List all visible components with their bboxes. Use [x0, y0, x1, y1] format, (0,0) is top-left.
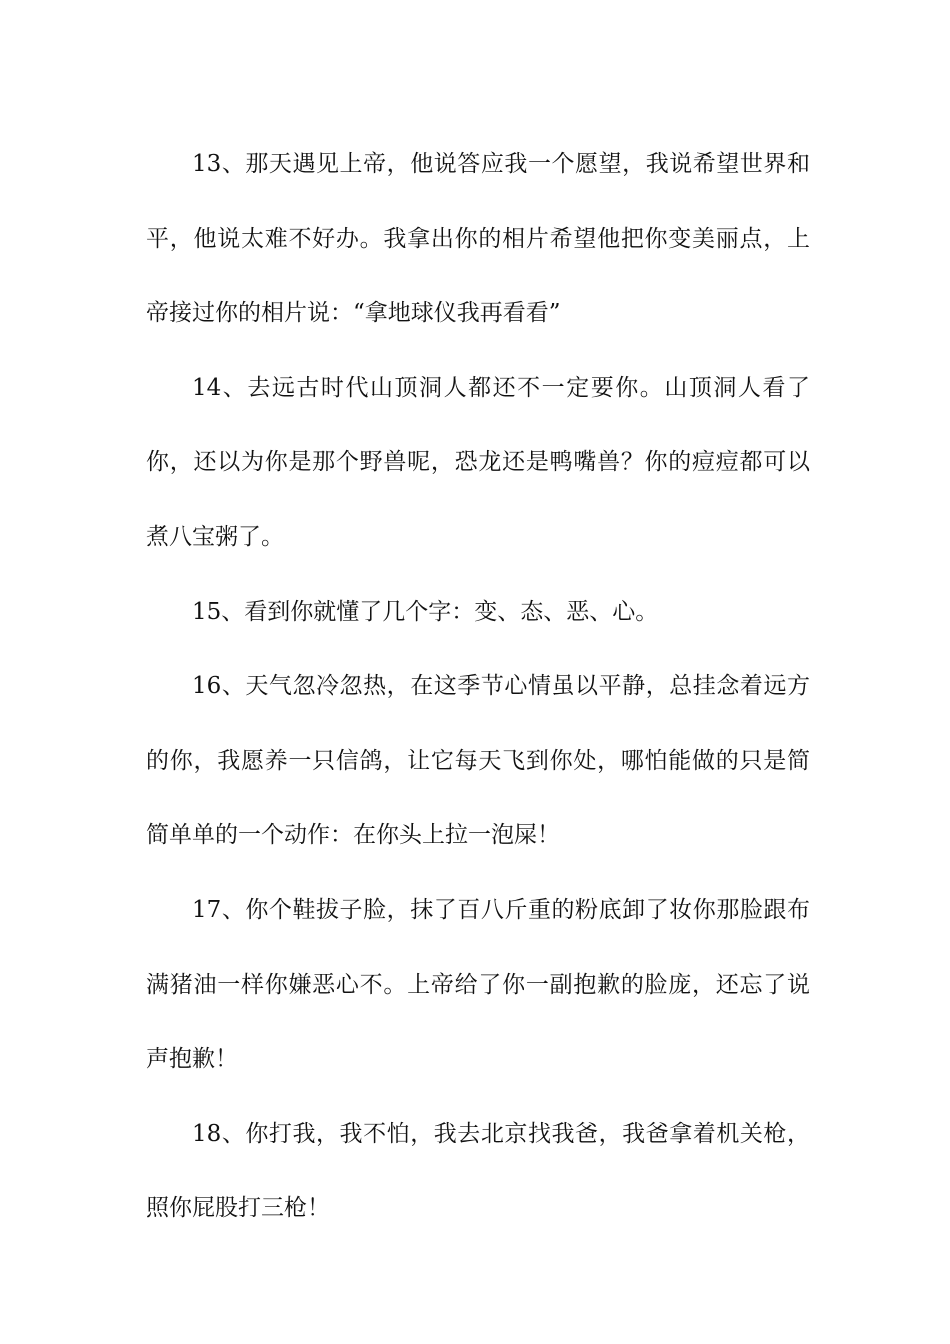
paragraph-16: 16、天气忽冷忽热，在这季节心情虽以平静，总挂念着远方的你，我愿养一只信鸽，让它每天飞到你处，哪怕能做的只是简简单单的一个动作：在你头上拉一泡屎！	[146, 673, 810, 849]
paragraph-18: 18、你打我，我不怕，我去北京找我爸，我爸拿着机关枪，照你屁股打三枪！	[146, 1120, 810, 1222]
paragraph-14: 14、去远古时代山顶洞人都还不一定要你。山顶洞人看了你，还以为你是那个野兽呢，恐龙还是鸭嘴兽？你的痘痘都可以煮八宝粥了。	[146, 374, 810, 550]
paragraph-15: 15、看到你就懂了几个字：变、态、恶、心。	[192, 598, 659, 625]
paragraph-17: 17、你个鞋拔子脸，抹了百八斤重的粉底卸了妆你那脸跟布满猪油一样你嫌恶心不。上帝给了你一副抱歉的脸庞，还忘了说声抱歉！	[146, 896, 810, 1073]
document-body	[146, 127, 810, 1246]
paragraph-13: 13、那天遇见上帝，他说答应我一个愿望，我说希望世界和平，他说太难不好办。我拿出你的相片希望他把你变美丽点，上帝接过你的相片说：“拿地球仪我再看看”	[146, 151, 810, 327]
